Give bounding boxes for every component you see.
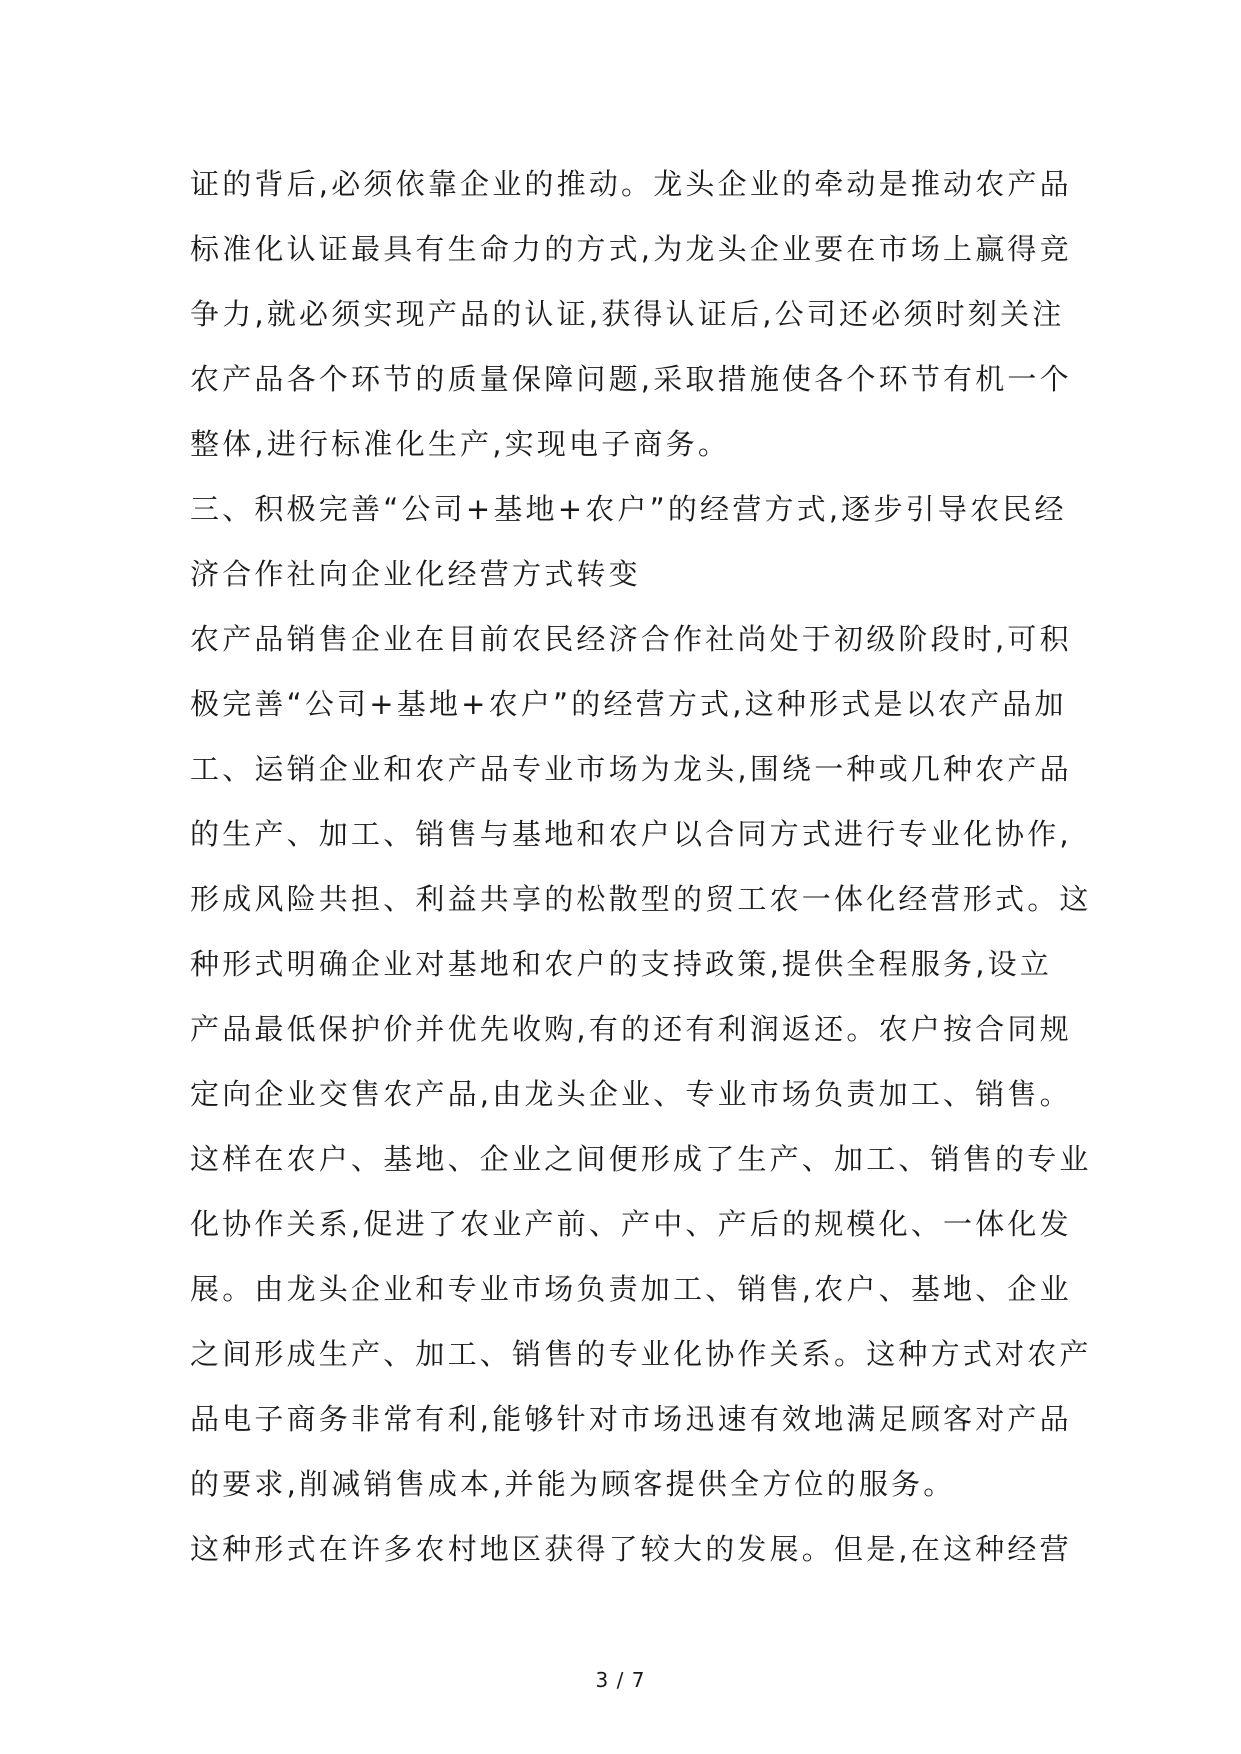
section-heading-line: 三、积极完善“公司+基地+农户”的经营方式,逐步引导农民经 [190,492,1067,526]
text-line: 证的背后,必须依靠企业的推动。龙头企业的牵动是推动农产品 [190,167,1072,201]
text-line: 的要求,削减销售成本,并能为顾客提供全方位的服务。 [190,1467,956,1501]
text-line: 化协作关系,促进了农业产前、产中、产后的规模化、一体化发 [190,1207,1072,1241]
text-line: 整体,进行标准化生产,实现电子商务。 [190,427,731,461]
text-line: 展。由龙头企业和专业市场负责加工、销售,农户、基地、企业 [190,1272,1072,1306]
text-line: 这样在农户、基地、企业之间便形成了生产、加工、销售的专业 [190,1142,1092,1176]
text-line: 工、运销企业和农产品专业市场为龙头,围绕一种或几种农产品 [190,752,1072,786]
text-line: 农产品销售企业在目前农民经济合作社尚处于初级阶段时,可积 [190,622,1072,656]
text-line: 产品最低保护价并优先收购,有的还有利润返还。农户按合同规 [190,1012,1072,1046]
text-line: 农产品各个环节的质量保障问题,采取措施使各个环节有机一个 [190,362,1072,396]
text-line: 极完善“公司+基地+农户”的经营方式,这种形式是以农产品加 [190,687,1067,721]
text-line: 争力,就必须实现产品的认证,获得认证后,公司还必须时刻关注 [190,297,1065,331]
text-line: 之间形成生产、加工、销售的专业化协作关系。这种方式对农产 [190,1337,1092,1371]
text-line: 这种形式在许多农村地区获得了较大的发展。但是,在这种经营 [190,1532,1072,1566]
text-line: 的生产、加工、销售与基地和农户以合同方式进行专业化协作, [190,817,1072,851]
text-line: 形成风险共担、利益共享的松散型的贸工农一体化经营形式。这 [190,882,1092,916]
text-line: 种形式明确企业对基地和农户的支持政策,提供全程服务,设立 [190,947,1053,981]
text-line: 定向企业交售农产品,由龙头企业、专业市场负责加工、销售。 [190,1077,1072,1111]
body-text [190,152,1092,1582]
section-heading-line: 济合作社向企业化经营方式转变 [190,557,641,591]
text-line: 品电子商务非常有利,能够针对市场迅速有效地满足顾客对产品 [190,1402,1072,1436]
text-line: 标准化认证最具有生命力的方式,为龙头企业要在市场上赢得竞 [190,232,1072,266]
page-number: 3 / 7 [595,1668,646,1692]
